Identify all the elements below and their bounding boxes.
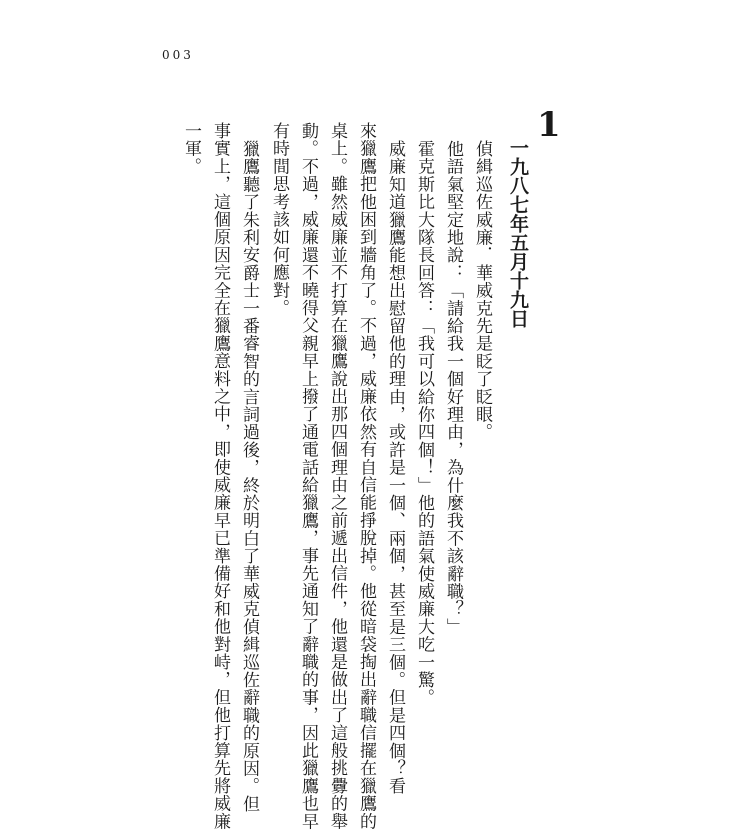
text-column: 動。不過，威廉還不曉得父親早上撥了通電話給獵鷹，事先通知了辭職的事，因此獵鷹也早 xyxy=(298,122,318,830)
text-column: 偵緝巡佐威廉．華威克先是眨了眨眼。 xyxy=(472,140,492,441)
chapter-date: 一九八七年五月十九日 xyxy=(507,138,529,328)
page-number: 003 xyxy=(162,48,194,62)
text-column: 來獵鷹把他困到牆角了。不過，威廉依然有自信能掙脫掉。他從暗袋掏出辭職信擺在獵鷹的 xyxy=(356,122,376,830)
text-column: 事實上，這個原因完全在獵鷹意料之中，即使威廉早已準備好和他對峙，但他打算先將威廉 xyxy=(210,122,230,830)
text-column: 獵鷹聽了朱利安爵士一番睿智的言詞過後，終於明白了華威克偵緝巡佐辭職的原因。但 xyxy=(239,140,259,813)
text-column: 威廉知道獵鷹能想出慰留他的理由，或許是一個、兩個，甚至是三個。但是四個？看 xyxy=(385,140,405,795)
text-column: 一軍。 xyxy=(181,122,201,176)
text-column: 霍克斯比大隊長回答：「我可以給你四個！」他的語氣使威廉大吃一驚。 xyxy=(414,140,434,707)
text-column: 他語氣堅定地說：「請給我一個好理由，為什麼我不該辭職？」 xyxy=(443,140,463,636)
chapter-number: 1 xyxy=(537,105,561,145)
text-column: 有時間思考該如何應對。 xyxy=(269,122,289,317)
text-column: 桌上。雖然威廉並不打算在獵鷹說出那四個理由之前遞出信件，他還是做出了這般挑釁的舉 xyxy=(327,122,347,830)
